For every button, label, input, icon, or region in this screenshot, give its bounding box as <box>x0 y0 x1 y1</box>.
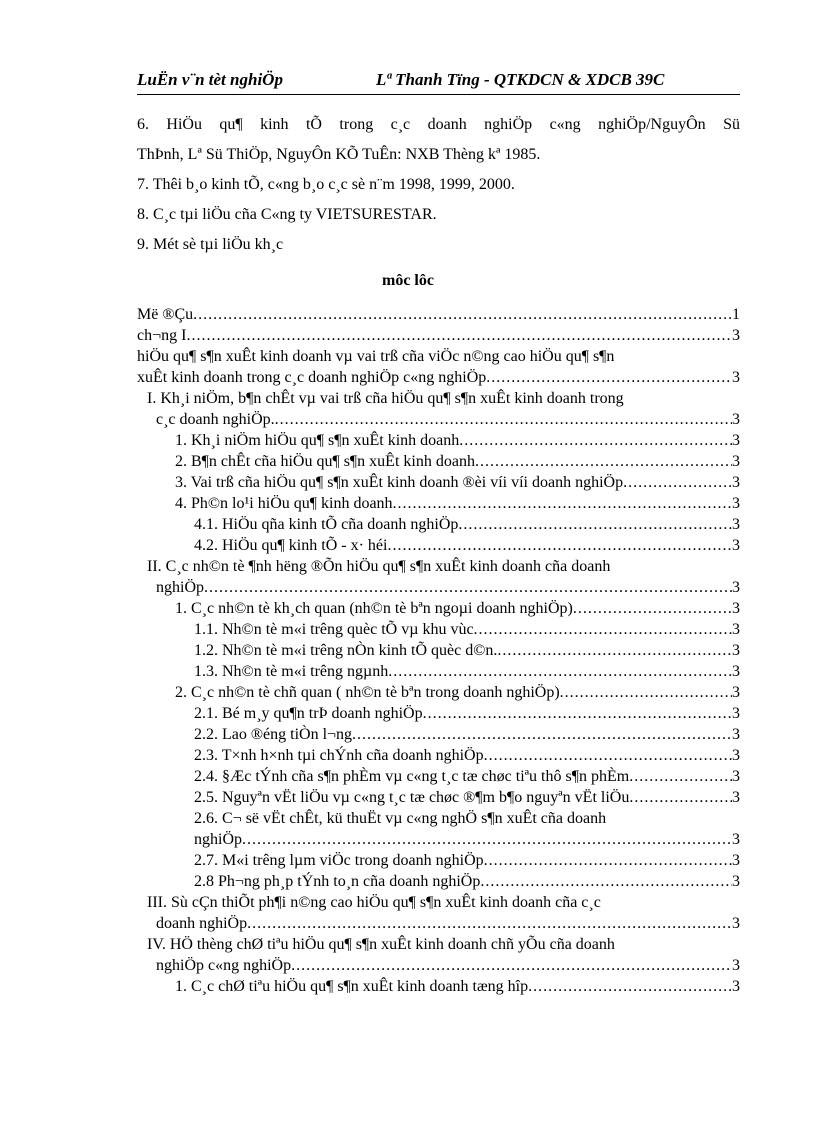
toc-leader-dots <box>387 535 732 556</box>
table-of-contents <box>137 304 740 997</box>
toc-leader-dots <box>528 976 732 997</box>
toc-entry-text: nghiÖp <box>194 831 242 848</box>
toc-leader-dots <box>275 409 732 430</box>
toc-entry[interactable] <box>137 745 740 766</box>
toc-entry[interactable] <box>137 535 740 556</box>
toc-leader-dots <box>484 745 732 766</box>
toc-page-number: 3 <box>732 327 740 344</box>
toc-leader-dots <box>560 682 732 703</box>
reference-item: 6. HiÖu qu¶ kinh tÕ trong c¸c doanh nghiÖp c«ng nghiÖp/NguyÔn Sü <box>137 116 740 133</box>
toc-leader-dots <box>388 661 732 682</box>
toc-entry-text: doanh nghiÖp <box>156 915 248 932</box>
toc-entry[interactable] <box>137 367 740 388</box>
toc-entry-text: 1.1. Nh©n tè m«i trêng quèc tÕ vµ khu vùc <box>194 621 474 638</box>
toc-page-number: 3 <box>732 453 740 470</box>
toc-title: môc lôc <box>382 272 434 289</box>
toc-leader-dots <box>204 577 732 598</box>
toc-entry-text: 1.3. Nh©n tè m«i trêng ngµnh <box>194 663 389 680</box>
toc-page-number: 3 <box>732 537 740 554</box>
toc-leader-dots <box>629 787 732 808</box>
toc-entry-text: nghiÖp <box>156 579 204 596</box>
toc-leader-dots <box>486 367 732 388</box>
toc-entry[interactable] <box>137 829 740 850</box>
toc-leader-dots <box>193 304 732 325</box>
toc-page-number: 3 <box>732 915 740 932</box>
toc-entry[interactable] <box>137 619 740 640</box>
toc-entry-text: 2.1. Bé m¸y qu¶n trÞ doanh nghiÖp <box>194 705 423 722</box>
toc-entry-text: 2.3. T×nh h×nh tµi chÝnh cña doanh nghiÖp <box>194 747 484 764</box>
toc-entry[interactable] <box>137 703 740 724</box>
toc-entry[interactable] <box>137 493 740 514</box>
toc-entry-text: 3. Vai trß cña hiÖu qu¶ s¶n xuÊt kinh doanh ®èi víi víi doanh nghiÖp <box>175 474 624 491</box>
toc-leader-dots <box>352 724 732 745</box>
toc-entry[interactable] <box>137 661 740 682</box>
toc-entry-text: Më ®Çu <box>137 306 194 323</box>
toc-entry-text: 4.1. HiÖu qña kinh tÕ cña doanh nghiÖp <box>194 516 459 533</box>
toc-page-number: 3 <box>732 852 740 869</box>
toc-leader-dots <box>186 325 732 346</box>
toc-entry-text: c¸c doanh nghiÖp. <box>156 411 275 428</box>
toc-entry[interactable] <box>137 955 740 976</box>
toc-page-number: 3 <box>732 873 740 890</box>
toc-entry[interactable] <box>137 430 740 451</box>
toc-entry-text: 1.2. Nh©n tè m«i trêng nÒn kinh tÕ quèc d©n. <box>194 642 498 659</box>
toc-leader-dots <box>480 871 732 892</box>
toc-leader-dots <box>247 913 732 934</box>
toc-entry[interactable] <box>137 598 740 619</box>
toc-leader-dots <box>573 598 732 619</box>
toc-entry[interactable] <box>137 451 740 472</box>
toc-entry[interactable] <box>137 871 740 892</box>
reference-item: 7. Thêi b¸o kinh tÕ, c«ng b¸o c¸c sè n¨m 1998, 1999, 2000. <box>137 176 515 193</box>
toc-entry-text: 2.8 Ph¬ng ph¸p tÝnh to¸n cña doanh nghiÖp <box>194 873 481 890</box>
page-header <box>137 68 740 95</box>
reference-item: 8. C¸c tµi liÖu cña C«ng ty VIETSURESTAR. <box>137 206 437 223</box>
toc-page-number: 3 <box>732 684 740 701</box>
toc-entry-text: 2. B¶n chÊt cña hiÖu qu¶ s¶n xuÊt kinh doanh <box>175 453 475 470</box>
toc-entry-text: xuÊt kinh doanh trong c¸c doanh nghiÖp c«ng nghiÖp <box>137 369 487 386</box>
toc-entry[interactable] <box>137 304 740 325</box>
toc-page-number: 3 <box>732 495 740 512</box>
toc-page-number: 3 <box>732 600 740 617</box>
toc-entry-text: 2.2. Lao ®éng tiÒn l¬ng <box>194 726 353 743</box>
toc-page-number: 3 <box>732 663 740 680</box>
toc-entry-text: IV. HÖ thèng chØ tiªu hiÖu qu¶ s¶n xuÊt kinh doanh chñ yÕu cña doanh <box>147 936 615 953</box>
toc-entry-text: 1. C¸c nh©n tè kh¸ch quan (nh©n tè bªn ngoµi doanh nghiÖp) <box>175 600 573 617</box>
header-thesis-label: LuËn v¨n tèt nghiÖp <box>137 70 283 89</box>
toc-entry-text: II. C¸c nh©n tè ¶nh hëng ®Õn hiÖu qu¶ s¶n xuÊt kinh doanh cña doanh <box>147 558 611 575</box>
toc-entry-text: 4.2. HiÖu qu¶ kinh tÕ - x· héi <box>194 537 388 554</box>
toc-entry[interactable] <box>137 325 740 346</box>
toc-entry[interactable] <box>137 409 740 430</box>
toc-page-number: 3 <box>732 831 740 848</box>
toc-leader-dots <box>623 472 732 493</box>
toc-page-number: 3 <box>732 579 740 596</box>
toc-page-number: 3 <box>732 516 740 533</box>
toc-page-number: 3 <box>732 747 740 764</box>
toc-entry[interactable] <box>137 787 740 808</box>
toc-entry[interactable] <box>137 913 740 934</box>
toc-leader-dots <box>497 640 732 661</box>
toc-entry-text: nghiÖp c«ng nghiÖp <box>156 957 292 974</box>
toc-entry-text: ch¬ng I <box>137 327 187 344</box>
toc-page-number: 1 <box>732 306 740 323</box>
toc-entry[interactable] <box>137 514 740 535</box>
toc-entry-text: I. Kh¸i niÖm, b¶n chÊt vµ vai trß cña hiÖu qu¶ s¶n xuÊt kinh doanh trong <box>147 390 624 407</box>
toc-page-number: 3 <box>732 432 740 449</box>
toc-leader-dots <box>459 430 732 451</box>
toc-leader-dots <box>242 829 732 850</box>
toc-leader-dots <box>629 766 732 787</box>
toc-entry[interactable] <box>137 682 740 703</box>
toc-entry-text: 2. C¸c nh©n tè chñ quan ( nh©n tè bªn trong doanh nghiÖp) <box>175 684 560 701</box>
toc-entry-text: 2.4. §Æc tÝnh cña s¶n phÈm vµ c«ng t¸c tæ chøc tiªu thô s¶n phÈm <box>194 768 630 785</box>
toc-entry[interactable] <box>137 724 740 745</box>
toc-entry[interactable] <box>137 766 740 787</box>
toc-page-number: 3 <box>732 474 740 491</box>
toc-page-number: 3 <box>732 957 740 974</box>
toc-entry-text: 2.7. M«i trêng lµm viÖc trong doanh nghiÖp <box>194 852 484 869</box>
toc-page-number: 3 <box>732 705 740 722</box>
toc-entry-text: 2.5. Nguyªn vËt liÖu vµ c«ng t¸c tæ chøc ®¶m b¶o nguyªn vËt liÖu <box>194 789 630 806</box>
toc-leader-dots <box>423 703 732 724</box>
toc-entry[interactable] <box>137 472 740 493</box>
toc-entry-text: 1. Kh¸i niÖm hiÖu qu¶ s¶n xuÊt kinh doanh <box>175 432 460 449</box>
toc-entry-text: hiÖu qu¶ s¶n xuÊt kinh doanh vµ vai trß cña viÖc n©ng cao hiÖu qu¶ s¶n <box>137 348 615 365</box>
toc-entry-text: 2.6. C¬ së vËt chÊt, kü thuËt vµ c«ng nghÖ s¶n xuÊt cña doanh <box>194 810 607 827</box>
toc-entry[interactable] <box>137 640 740 661</box>
toc-leader-dots <box>484 850 732 871</box>
toc-leader-dots <box>393 493 732 514</box>
toc-entry-text: III. Sù cÇn thiÕt ph¶i n©ng cao hiÖu qu¶ s¶n xuÊt kinh doanh cña c¸c <box>147 894 601 911</box>
toc-entry[interactable] <box>137 577 740 598</box>
toc-entry[interactable] <box>137 850 740 871</box>
toc-page-number: 3 <box>732 789 740 806</box>
toc-page-number: 3 <box>732 621 740 638</box>
toc-leader-dots <box>474 619 732 640</box>
toc-entry-text: 1. C¸c chØ tiªu hiÖu qu¶ s¶n xuÊt kinh doanh tæng hîp <box>175 978 529 995</box>
toc-entry[interactable] <box>137 976 740 997</box>
reference-item-continuation: ThÞnh, Lª Sü ThiÖp, NguyÔn KÕ TuÊn: NXB Thèng kª 1985. <box>137 146 541 163</box>
toc-leader-dots <box>458 514 732 535</box>
reference-item: 9. Mét sè tµi liÖu kh¸c <box>137 236 284 253</box>
toc-page-number: 3 <box>732 642 740 659</box>
header-author: Lª Thanh Tïng - QTKDCN & XDCB 39C <box>376 70 665 89</box>
toc-page-number: 3 <box>732 369 740 386</box>
reference-list <box>137 110 740 260</box>
toc-page-number: 3 <box>732 978 740 995</box>
toc-entry-text: 4. Ph©n lo¹i hiÖu qu¶ kinh doanh <box>175 495 393 512</box>
toc-leader-dots <box>291 955 732 976</box>
toc-page-number: 3 <box>732 768 740 785</box>
toc-leader-dots <box>475 451 732 472</box>
toc-page-number: 3 <box>732 411 740 428</box>
toc-page-number: 3 <box>732 726 740 743</box>
